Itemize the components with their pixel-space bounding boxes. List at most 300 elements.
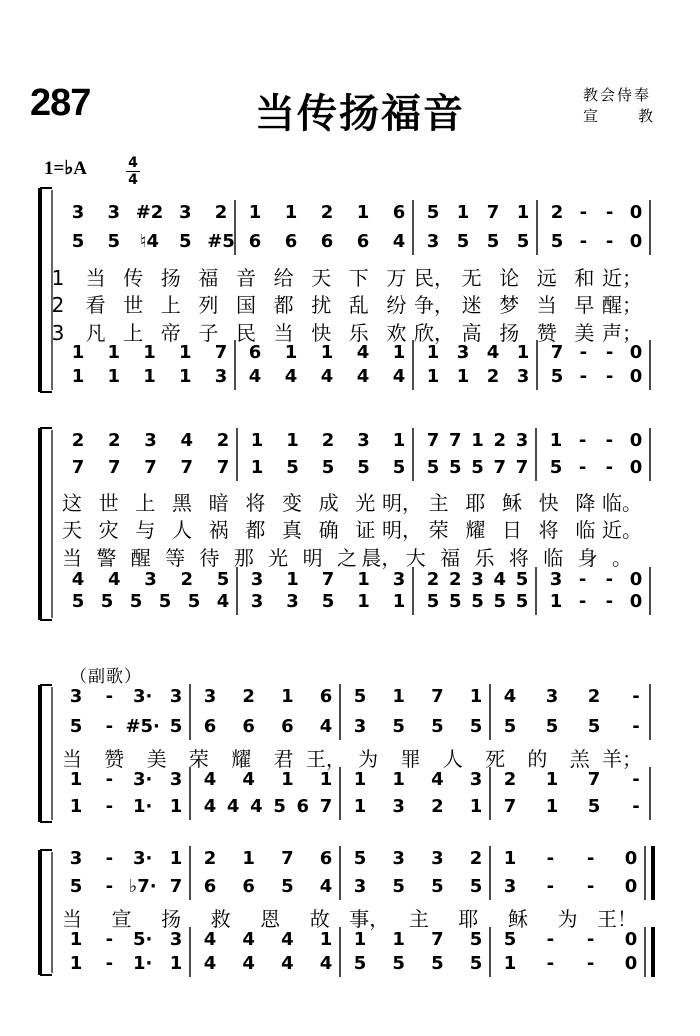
note-bass: 5 [392,953,405,974]
note-bass: 4 [248,366,262,387]
note-alto: 5 [587,716,601,737]
note-bass: 3 [250,591,264,612]
note-soprano: 2 [469,848,483,869]
note-tenor: - [546,929,555,950]
key-signature: 1=♭A [44,158,88,179]
lyric-syllable: 欣， [414,321,454,345]
note-bass: 5 [471,591,484,612]
note-tenor: 4 [242,769,255,790]
note-tenor: - [579,342,588,363]
note-tenor: 5 [469,929,483,950]
note-soprano: 2 [214,202,228,223]
lyric-syllable: 光 [268,546,289,570]
note-alto: 7 [169,876,183,897]
note-soprano: 0 [624,848,638,869]
note-tenor: - [105,769,114,790]
note-bass: 5 [587,796,601,817]
note-alto: 5 [431,716,444,737]
note-alto: 5 [286,457,299,478]
note-alto: - [605,231,614,252]
note-alto: - [579,231,588,252]
lyric-syllable: 上 [160,293,181,317]
note-soprano: 1 [281,686,294,707]
note-soprano: - [632,686,640,707]
note-soprano: 1 [469,686,483,707]
lyric-syllable: 1 [51,266,65,290]
lyric-syllable: 事， [349,907,390,931]
note-tenor: - [605,569,614,590]
note-tenor: 1 [426,342,440,363]
note-bass: 3 [214,366,228,387]
note-soprano: 1 [248,202,262,223]
lyric-syllable: 明， [382,491,422,515]
note-tenor: - [632,769,640,790]
lyric-syllable: 快 [311,321,332,345]
note-tenor: 4 [493,569,507,590]
note-bass: 5 [515,591,529,612]
note-alto: 5 [69,876,83,897]
lyric-syllable: 那 [233,546,254,570]
note-soprano: 2 [71,430,85,451]
note-soprano: 7 [281,848,294,869]
note-tenor: 1 [71,342,85,363]
lyric-syllable: 迷 [461,293,482,317]
note-soprano: 3· [132,686,153,707]
note-bass: 5 [71,591,85,612]
lyric-syllable: 主 [408,907,429,931]
lyric-syllable: 成 [318,491,339,515]
note-alto: 5 [426,457,440,478]
note-soprano: 2 [216,430,230,451]
note-bass: 1 [426,366,440,387]
note-tenor: 0 [629,569,643,590]
lyric-syllable: 国 [236,293,256,317]
note-soprano: 1 [169,848,183,869]
note-tenor: 7 [321,569,335,590]
note-alto: 5 [503,716,517,737]
note-soprano: - [579,202,588,223]
note-alto: 6 [281,716,294,737]
lyric-syllable: 耀 [231,747,252,771]
note-soprano: - [605,202,614,223]
hymn-title: 当传扬福音 [255,91,465,137]
lyric-syllable: 这 [62,491,82,515]
note-soprano: 7 [431,686,444,707]
note-alto: - [586,876,595,897]
note-tenor: 2 [180,569,194,590]
lyric-syllable: 荣 [428,518,449,542]
note-alto: 4 [319,716,333,737]
note-soprano: #2 [135,202,164,223]
lyric-syllable: 荣 [188,747,209,771]
note-soprano: 6 [392,202,406,223]
note-bass: 5 [321,591,335,612]
lyric-syllable: 主 [428,491,449,515]
lyric-syllable: 3 [51,321,65,345]
lyric-syllable: 将 [245,491,266,515]
note-soprano: 3· [132,848,153,869]
lyric-syllable: 羊； [602,747,642,771]
note-alto: 5 [486,231,500,252]
note-alto: 5 [357,457,370,478]
lyric-syllable: 福 [198,266,219,290]
note-bass: 4 [250,796,263,817]
note-tenor: 1 [319,929,333,950]
note-bass: - [632,796,640,817]
lyric-syllable: 都 [245,518,266,542]
note-soprano: 0 [629,202,643,223]
lyric-syllable: 给 [273,266,294,290]
note-soprano: 3 [144,430,157,451]
note-soprano: 5 [426,202,440,223]
lyric-syllable: 扰 [311,293,332,317]
lyric-syllable: 万 [386,266,407,290]
lyric-syllable: 灾 [98,518,119,542]
lyric-syllable: 赞 [104,747,125,771]
lyric-syllable: 子 [198,321,219,345]
lyric-syllable: 救 [210,907,231,931]
note-bass: 1· [132,796,153,817]
note-bass: 1 [178,366,192,387]
lyric-syllable: 扬 [160,266,181,290]
note-bass: 1 [69,953,83,974]
note-bass: 2 [431,796,444,817]
note-bass: 5 [493,591,507,612]
note-soprano: 3 [69,848,83,869]
note-alto: 3 [353,876,367,897]
note-tenor: 0 [629,342,643,363]
note-soprano: 2 [587,686,601,707]
note-bass: - [605,591,614,612]
note-tenor: 7 [431,929,444,950]
note-tenor: 4 [242,929,255,950]
note-alto: 5 [456,231,470,252]
lyric-syllable: 帝 [160,321,181,345]
note-tenor: 5· [132,929,153,950]
note-soprano: 0 [629,430,643,451]
lyric-syllable: 真 [282,518,302,542]
note-tenor: 4 [203,929,217,950]
note-tenor: 2 [448,569,462,590]
lyric-syllable: 晨， [361,546,402,570]
lyric-syllable: 乐 [348,321,369,345]
note-tenor: 1 [107,342,121,363]
note-alto: 7 [144,457,157,478]
note-alto: 7 [71,457,85,478]
lyric-syllable: 临。 [602,491,642,515]
lyric-syllable: 将 [538,518,559,542]
note-tenor: 3 [169,929,183,950]
note-soprano: 3 [545,686,559,707]
note-tenor: - [586,929,595,950]
note-soprano: - [105,686,114,707]
meter-top: 4 [128,155,138,171]
note-alto: 6 [242,876,255,897]
lyric-syllable: 和 [574,266,595,290]
lyric-syllable: 光 [355,491,376,515]
lyric-syllable: 早 [574,293,595,317]
note-bass: 0 [629,366,643,387]
lyric-syllable: 论 [499,266,520,290]
note-soprano: 5 [353,848,367,869]
note-tenor: 5 [515,569,529,590]
note-tenor: 0 [624,929,638,950]
note-alto: 5 [469,716,483,737]
note-bass: 5 [158,591,172,612]
note-soprano: 3 [69,686,83,707]
note-soprano: 1 [250,430,264,451]
lyric-syllable: 赞 [536,321,557,345]
lyric-syllable: 世 [123,293,144,317]
note-tenor: 1 [353,929,367,950]
note-soprano: 1 [456,202,470,223]
lyric-syllable: 欢 [386,321,407,345]
lyric-syllable: 宣 [111,907,132,931]
note-alto: 7 [107,457,121,478]
note-bass: 4 [203,796,217,817]
lyric-syllable: 天 [311,266,332,290]
note-alto: 6 [248,231,262,252]
note-tenor: 2 [426,569,440,590]
note-soprano: 2 [493,430,507,451]
note-tenor: 3 [471,569,484,590]
note-alto: 6 [203,876,217,897]
lyric-syllable: 祸 [208,518,229,542]
note-tenor: 3· [132,769,153,790]
note-tenor: 5 [503,929,517,950]
lyric-syllable: 稣 [502,491,522,515]
lyric-syllable: 醒 [130,546,151,570]
note-tenor: 3 [549,569,563,590]
note-soprano: 2 [203,848,217,869]
note-alto: 4 [392,231,406,252]
note-tenor: 1 [357,569,370,590]
note-alto: 5 [549,457,563,478]
note-tenor: - [605,342,614,363]
lyric-syllable: 。 [612,546,632,570]
note-tenor: 1 [286,569,299,590]
note-tenor: 4 [203,769,217,790]
note-tenor: 1 [284,342,298,363]
lyric-syllable: 快 [538,491,559,515]
note-alto: 6 [203,716,217,737]
lyric-syllable: 乐 [474,546,495,570]
note-soprano: 5 [353,686,367,707]
note-alto: 7 [493,457,507,478]
lyric-syllable: 身 [577,546,598,570]
note-alto: 7 [515,457,529,478]
chorus-label: （副歌） [70,667,142,687]
note-bass: - [578,591,587,612]
note-bass: - [546,953,555,974]
note-soprano: 3 [169,686,183,707]
lyric-syllable: 王！ [597,907,637,931]
note-soprano: 3 [357,430,370,451]
note-bass: 1· [132,953,153,974]
note-tenor: 1 [319,769,333,790]
note-bass: 6 [296,796,310,817]
lyric-syllable: 君 [273,747,294,771]
lyric-syllable: 明 [302,546,323,570]
meter-bottom: 4 [128,172,138,188]
note-bass: 4 [284,366,298,387]
note-soprano: 1 [242,848,255,869]
lyric-syllable: 福 [440,546,461,570]
note-soprano: 7 [426,430,440,451]
lyric-syllable: 音 [236,266,256,290]
note-soprano: 1 [549,430,563,451]
lyric-syllable: 当 [536,293,557,317]
note-tenor: 2 [503,769,517,790]
note-soprano: 7 [486,202,500,223]
note-bass: 7 [503,796,517,817]
note-alto: 3 [353,716,367,737]
lyric-syllable: 无 [461,266,482,290]
note-tenor: 1 [69,929,83,950]
lyric-syllable: 羔 [569,747,590,771]
note-tenor: 1 [392,929,405,950]
note-alto: 1 [250,457,264,478]
note-alto: 5 [71,231,85,252]
note-soprano: 3 [392,848,405,869]
note-bass: - [105,953,114,974]
lyric-syllable: 人 [442,747,463,771]
note-soprano: 1 [356,202,370,223]
note-soprano: 2 [242,686,255,707]
lyric-syllable: 王， [305,747,346,771]
lyric-syllable: 明， [382,518,422,542]
note-bass: - [579,366,588,387]
note-alto: 0 [629,457,643,478]
note-soprano: - [546,848,555,869]
lyric-syllable: 民 [236,321,256,345]
author-line-1: 教会侍奉 [583,86,652,104]
note-soprano: 3 [107,202,121,223]
note-bass: 4 [392,366,406,387]
note-bass: 5 [100,591,114,612]
lyric-syllable: 当 [85,266,106,290]
note-alto: 5 [392,716,405,737]
note-alto: 5 [516,231,530,252]
note-bass: 5 [273,796,286,817]
lyric-syllable: 近； [602,266,642,290]
note-alto: ♮4 [140,231,159,252]
note-alto: 3 [426,231,440,252]
note-soprano: 6 [319,848,333,869]
note-bass: 5 [426,591,440,612]
lyric-syllable: 死 [485,747,506,771]
note-alto: 6 [242,716,255,737]
lyric-syllable: 当 [62,546,82,570]
note-bass: 5 [353,953,367,974]
note-bass: 3 [286,591,299,612]
note-alto: - [105,716,114,737]
note-alto: 6 [320,231,334,252]
note-bass: 1 [549,591,563,612]
lyric-syllable: 当 [62,907,82,931]
note-bass: 4 [242,953,255,974]
note-soprano: 1 [392,430,406,451]
note-bass: 4 [226,796,240,817]
note-tenor: 4 [356,342,370,363]
note-alto: 4 [319,876,333,897]
lyric-syllable: 人 [172,518,192,542]
note-alto: 7 [216,457,230,478]
note-soprano: 1 [503,848,517,869]
note-bass: 1 [392,591,406,612]
lyric-syllable: 上 [135,491,156,515]
note-alto: - [605,457,614,478]
lyric-syllable: 近。 [602,518,642,542]
note-tenor: 5 [216,569,230,590]
note-bass: 1 [456,366,470,387]
lyric-syllable: 当 [273,321,294,345]
note-bass: 5 [550,366,564,387]
note-soprano: 4 [503,686,517,707]
lyric-syllable: 天 [62,518,82,542]
note-bass: 1 [69,796,83,817]
note-alto: 5 [69,716,83,737]
lyric-syllable: 扬 [499,321,520,345]
lyric-syllable: 乱 [348,293,369,317]
lyric-syllable: 2 [51,293,65,317]
note-tenor: 1 [545,769,559,790]
lyric-syllable: 临 [575,518,596,542]
note-alto: 0 [629,231,643,252]
note-tenor: 1 [143,342,156,363]
note-soprano: 1 [516,202,530,223]
lyric-syllable: 之 [337,546,357,570]
note-tenor: 4 [281,929,294,950]
lyric-syllable: 变 [282,491,302,515]
note-alto: 5 [471,457,484,478]
note-bass: 3 [516,366,530,387]
note-soprano: - [586,848,595,869]
lyric-syllable: 警 [96,546,117,570]
lyric-syllable: 看 [85,293,106,317]
lyric-syllable: 争， [414,293,454,317]
note-alto: 5 [281,876,294,897]
lyric-syllable: 故 [309,907,330,931]
lyric-syllable: 耶 [458,907,479,931]
note-alto: 3 [503,876,517,897]
lyric-syllable: 大 [405,546,426,570]
lyric-syllable: 纷 [386,293,407,317]
note-soprano: 2 [320,202,334,223]
note-soprano: - [605,430,614,451]
note-alto: 5 [392,457,406,478]
lyric-syllable: 世 [98,491,119,515]
lyric-syllable: 确 [318,518,339,542]
hymn-number: 287 [30,82,91,124]
note-soprano: 3 [515,430,529,451]
note-alto: - [578,457,587,478]
note-soprano: 4 [180,430,194,451]
lyric-syllable: 的 [527,747,548,771]
note-bass: 4 [319,953,333,974]
note-tenor: - [105,929,114,950]
note-soprano: 1 [284,202,298,223]
author-line-2-a: 宣 [583,107,599,125]
lyric-syllable: 恩 [260,907,281,931]
lyric-syllable: 为 [557,907,578,931]
note-bass: 5 [129,591,143,612]
note-bass: 1 [169,796,183,817]
lyric-syllable: 将 [508,546,529,570]
note-bass: - [586,953,595,974]
note-alto: 5 [469,876,483,897]
note-soprano: 3 [178,202,192,223]
